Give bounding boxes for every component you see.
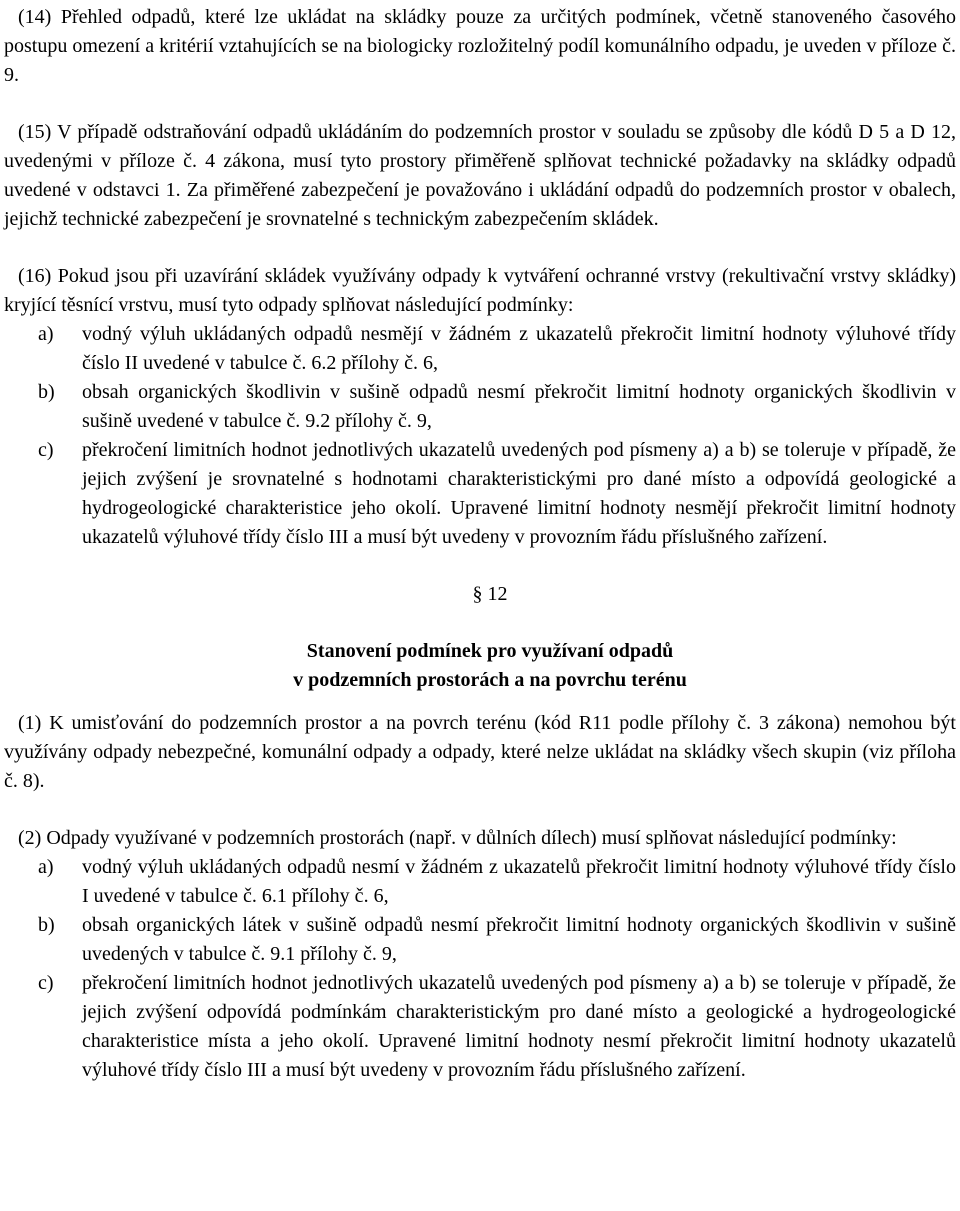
paragraph-2-intro: (2) Odpady využívané v podzemních prostorách (např. v důlních dílech) musí splňovat následující podmínky:: [18, 827, 897, 849]
paragraph-16-conditions-list: [4, 320, 956, 552]
list-item-text: vodný výluh ukládaných odpadů nesmějí v žádném z ukazatelů překročit limitní hodnoty výluhové třídy číslo II uvedené v tabulce č. 6.2 přílohy č. 6,: [82, 323, 956, 374]
list-item: [4, 853, 956, 911]
paragraph-14: (14) Přehled odpadů, které lze ukládat na skládky pouze za určitých podmínek, včetně stanoveného časového postupu omezení a kritérií vztahujících se na biologicky rozložitelný podíl komunálního odpadu, je uveden v příloze č. 9.: [4, 6, 956, 86]
list-item-text: obsah organických škodlivin v sušině odpadů nesmí překročit limitní hodnoty organických škodlivin v sušině uvedené v tabulce č. 9.2 přílohy č. 9,: [82, 381, 956, 432]
section-title: [4, 637, 956, 695]
list-item: [4, 320, 956, 378]
section-title-line-2: v podzemních prostorách a na povrchu terénu: [293, 669, 687, 691]
paragraph-15: (15) V případě odstraňování odpadů ukládáním do podzemních prostor v souladu se způsoby dle kódů D 5 a D 12, uvedenými v příloze č. 4 zákona, musí tyto prostory přiměřeně splňovat technické požadavky na skládky odpadů uvedené v odstavci 1. Za přiměřené zabezpečení je považováno i ukládání odpadů do podzemních prostor v obalech, jejichž technické zabezpečení je srovnatelné s technickým zabezpečením skládek.: [4, 121, 956, 230]
document-page: [4, 3, 956, 1085]
list-marker: c): [38, 439, 54, 461]
section-title-line-1: Stanovení podmínek pro využívaní odpadů: [306, 640, 674, 662]
list-marker: a): [38, 856, 54, 878]
list-marker: a): [38, 323, 54, 345]
spacer: [4, 552, 956, 580]
spacer: [4, 234, 956, 262]
list-item: [4, 378, 956, 436]
spacer: [4, 695, 956, 709]
list-item-text: obsah organických látek v sušině odpadů nesmí překročit limitní hodnoty organických škodlivin v sušině uvedených v tabulce č. 9.1 přílohy č. 9,: [82, 914, 956, 965]
section-number: § 12: [472, 583, 508, 605]
spacer: [4, 609, 956, 637]
list-item: [4, 969, 956, 1085]
list-item-text: překročení limitních hodnot jednotlivých ukazatelů uvedených pod písmeny a) a b) se toleruje v případě, že jejich zvýšení odpovídá podmínkám charakteristickým pro dané místo a geologické a hydrogeologické charakteristice místa a jeho okolí. Upravené limitní hodnoty nesmí překročit limitní hodnoty ukazatelů výluhové třídy číslo III a musí být uvedeny v provozním řádu příslušného zařízení.: [82, 972, 956, 1081]
spacer: [4, 796, 956, 824]
spacer: [4, 90, 956, 118]
list-item: [4, 911, 956, 969]
list-marker: b): [38, 381, 55, 403]
list-item-text: vodný výluh ukládaných odpadů nesmí v žádném z ukazatelů překročit limitní hodnoty výluhové třídy číslo I uvedené v tabulce č. 6.1 přílohy č. 6,: [82, 856, 956, 907]
list-marker: b): [38, 914, 55, 936]
list-item: [4, 436, 956, 552]
paragraph-16-intro: (16) Pokud jsou při uzavírání skládek využívány odpady k vytváření ochranné vrstvy (rekultivační vrstvy skládky) kryjící těsnící vrstvu, musí tyto odpady splňovat následující podmínky:: [4, 265, 956, 316]
paragraph-2-conditions-list: [4, 853, 956, 1085]
list-marker: c): [38, 972, 54, 994]
paragraph-1: (1) K umisťování do podzemních prostor a na povrch terénu (kód R11 podle přílohy č. 3 zákona) nemohou být využívány odpady nebezpečné, komunální odpady a odpady, které nelze ukládat na skládky všech skupin (viz příloha č. 8).: [4, 712, 956, 792]
list-item-text: překročení limitních hodnot jednotlivých ukazatelů uvedených pod písmeny a) a b) se toleruje v případě, že jejich zvýšení je srovnatelné s hodnotami charakteristickými pro dané místo a odpovídá geologické a hydrogeologické charakteristice jeho okolí. Upravené limitní hodnoty nesmějí překročit limitní hodnoty ukazatelů výluhové třídy číslo III a musí být uvedeny v provozním řádu příslušného zařízení.: [82, 439, 956, 548]
